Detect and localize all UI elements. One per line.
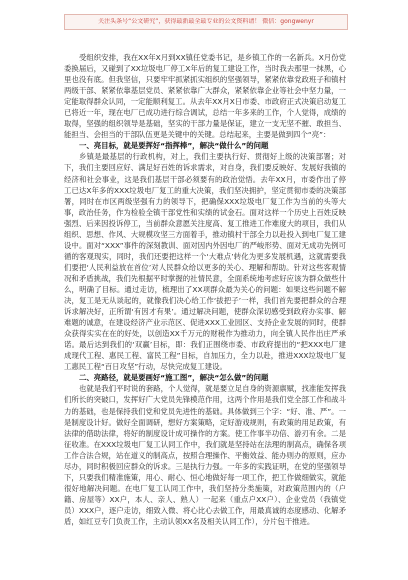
paragraph-section-1: 乡镇是最基层的行政机构，对上，我们主要执行好、贯彻好上级的决策部署；对下，我们主要回应好、满足好百姓的诉求需求，对自身，我们要反映好、发展好我镇的经济和社会事业，这是我们基层干部必须要有的政治觉悟。去年XX月，市委作出了停工已达X年多的XXX垃圾电厂复工的重大决策，我们坚决拥护，坚定贯彻市委的决策部署，同时在市区两级坚强有力的领导下，把确保XXX垃圾电厂复工作为当前的头等大事，政治任务，作为检验全镇干部党性和实绩的试金石。面对这样一个历史上百姓反映强烈、后来因投诉停工，当前群众意愿关注度高、复工推进工作难度大的项目，我们从组织、思想、作风、大规模攻坚三方面着手，推动镇村干部全力以赴投入到电厂复工建设中。面对“XXX”事件的深刻教训、面对因内外因电厂的严峻形势、面对无成功先例可循的客观现实，同时，我们还要把这样一个‘大难点’转化为更多发展机遇，这就需要我们要把‘人民利益放在首位’对人民群众给以更多的关心、理解和帮助。针对这些客观情况和矛盾挑战，我们先根据平时掌握的社情民意，全面系统地考虑好应该为群众做些什么，明确了目标。通过走访，梳理出了XX项群众最为关心的问题：如果这些问题不解决，复工是无从谈起的，就像我们决心给工作‘拔把子’一样，我们首先要把群众的合理诉求解决好，正所谓‘有因才有果’。通过解决问题，使群众深切感受到政府办实事、解难题的诚意，在建设经济产业示范区、促进XXX工业园区、支持企业发展的同时，使群众获得实实在在的好处，以创造XX千万元的财税作为推动力，向全镇人民作出庄严承诺。最后达到我们的‘双赢’目标，即：我们正围绕市委、市政府提出的“把XXX电厂建成现代工程、惠民工程、富民工程”目标，自加压力，全力以赴，推进XXX垃圾电厂复工惠民工程“百日攻坚”行动，尽快完成复工建设。 bbox=[64, 152, 346, 372]
section-heading-2: 二、亮路径，就是要画好“施工图”，解决“怎么做”的问题 bbox=[79, 373, 269, 383]
section-heading-1: 一、亮目标，就是要挥好“指挥棒”，解决“做什么”的问题 bbox=[79, 141, 269, 151]
promo-banner bbox=[64, 14, 348, 30]
paragraph-intro: 受组织安排，我在XX年X月到XX镇任党委书记，是乡镇工作的一名新兵。X月份党委换届后，又碰到了XX垃圾电厂停工X年后的复工建设工作，当时我去那里一抹黑，心里也没有底。但我坚信，只要牢牢抓紧抓实组织的坚强领导，紧紧依靠党政班子和镇村两级干部、紧紧依靠基层党员、紧紧依靠广大群众，紧紧依靠企业等社会中坚力量，一定能取得群众认同，一定能顺利复工。从去年XX月X日市委、市政府正式决策启动复工已将近一年，现在电厂已成功进行综合调试，总结一年多来的工作，个人觉得，成绩的取得，坚强的组织领导是基础，坚实的干部力量是保证，建立一支无坚不摧、敢担当、能担当、会担当的干部队伍更是关键中的关键。总结起来，主要是做到四个“亮”： bbox=[64, 53, 346, 140]
document-body bbox=[64, 52, 346, 527]
paragraph-section-2: 也就是我们平时说的套路，个人觉得，就是要立足自身的资源禀赋，找准能发挥我们所长的突破口，发挥好广大党员先锋模范作用，这两个作用是我们党全部工作和战斗力的基础，也是保持我们党和党员先进性的基础。具体做到三个字：“好、准、严”。一是制度设计好。做好全面调研，想好方案策略，定好游戏规则，有政策的用足政策，有法律的借助法律，将好的制度设计成可操作的方案。使工作事半功倍、游刃有余。二是征收准。在XXX垃圾电厂复工认同工作中，我们就是坚持站在法理的制高点，确保各项工作合法合规，站在道义的制高点，按照合理操作、平衡效益、能办则办的原则，应办尽办，同时积极回应群众的诉求。三是执行力强。一年多的实践证明，在党的坚强领导下，只要我们精准施策，用心、耐心、恒心地做好每一项工作，把工作做细做实，就能很好地解决问题。在电厂复工认同工作中，我们坚持分类施策，对政策范围内的（户籍、房屋等）XX户，本人、亲人、熟人）一起来（重点户XX户）、企业党员（我镇党员）XXX户，逐户走访，细致入微、将心比心去做工作，用最真诚的态度感动、化解矛盾，如红豆专门负责工作，主动认领XX名及相关认同工作），分片包干推进。 bbox=[64, 384, 346, 526]
promo-banner-text: 关注头条号“公文研究”，获得最新最全最专业的公文资料请！ 微信：gongwenyr bbox=[98, 18, 314, 25]
